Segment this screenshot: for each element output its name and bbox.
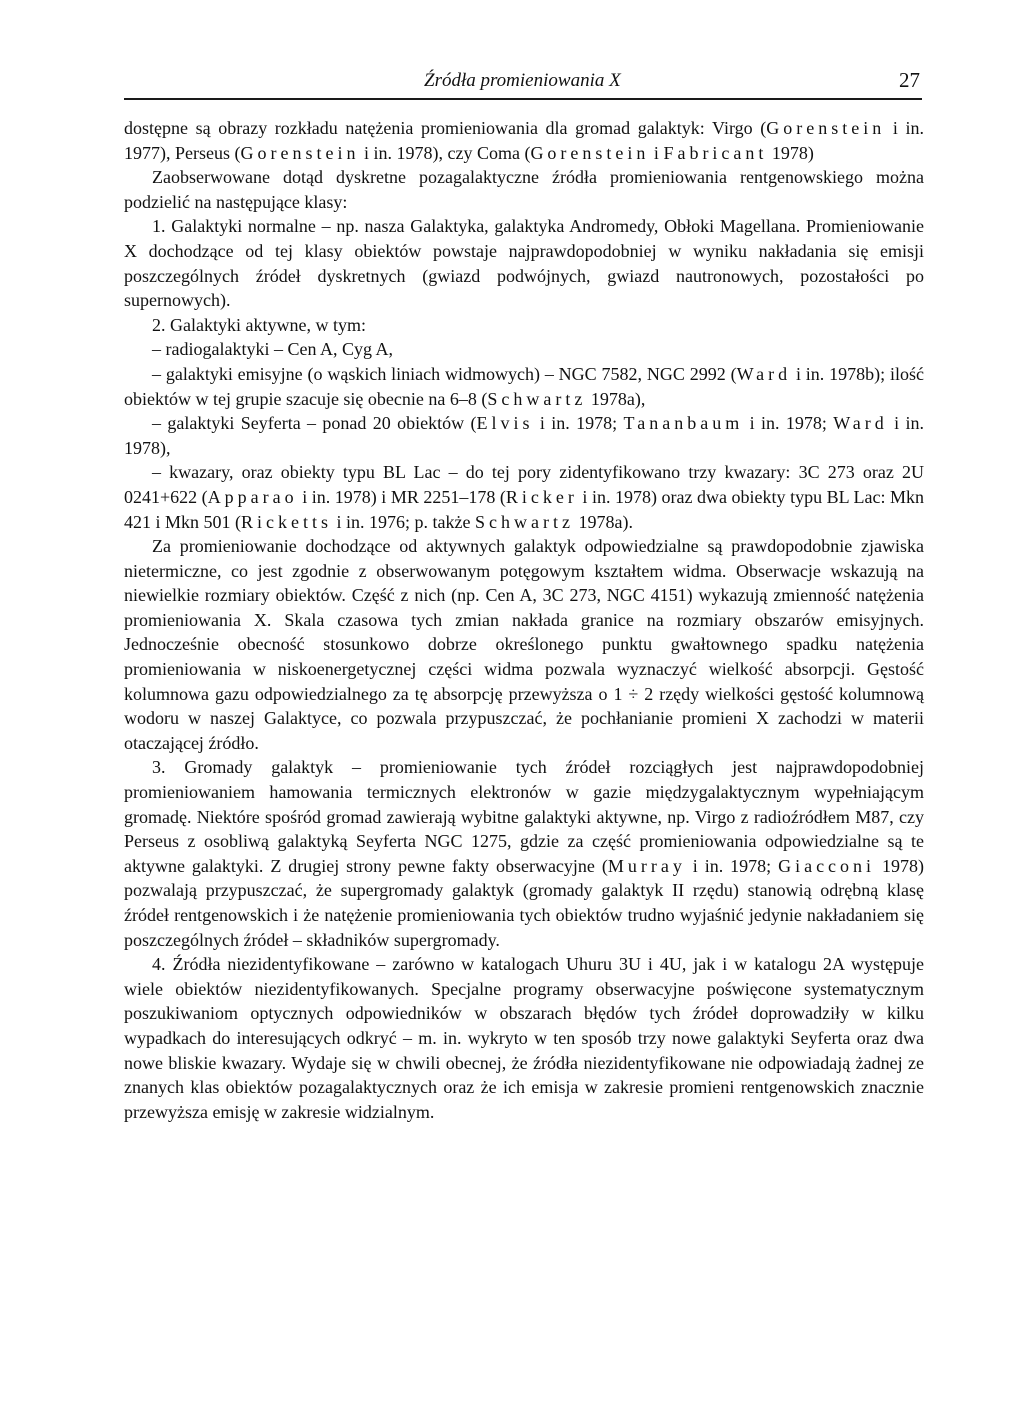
text-run: dostępne są obrazy rozkładu natężenia promieniowania dla gromad galaktyk: Virgo (: [124, 118, 767, 138]
author-name: Giacconi: [778, 855, 876, 876]
text-run: 1978) pozwalają przypuszczać, że supergromady galaktyk (gromady galaktyk II rzędu) stanowią odrębną klasę źródeł rentgenowskich i że natężenie promieniowania tych obiektów trudno wyjaśnić jedynie nakładaniem się poszczególnych źródeł – składników supergromady.: [124, 855, 924, 950]
text-run: i in. 1978;: [533, 413, 624, 434]
text-run: 1978a).: [573, 511, 633, 532]
author-name: Murray: [607, 855, 686, 876]
text-run: – galaktyki Seyferta – ponad 20 obiektów (: [152, 413, 477, 434]
text-run: 3. Gromady galaktyk – promieniowanie tych źródeł rozciągłych jest najprawdopodobniej promieniowaniem hamowania termicznych elektronów w gazie międzygalaktycznym wypełniającym gromadę. Niektóre spośród gromad zawierają wybitne galaktyki aktywne, np. Virgo z radioźródłem M87, czy Perseus z osobliwą galaktyką Seyferta NGC 1275, gdzie za część promieniowania odpowiedzialne są te aktywne galaktyki. Z drugiej strony pewne fakty obserwacyjne (: [124, 757, 924, 876]
text-run: Za promieniowanie dochodzące od aktywnych galaktyk odpowiedzialne są prawdopodobnie zjawiska nietermiczne, co jest zgodnie z obserwowanym potęgowym kształtem widma. Obserwacje wskazują na niewielkie rozmiary obiektów. Część z nich (np. Cen A, 3C 273, NGC 4151) wykazują zmienność natężenia promieniowania X. Skala czasowa tych zmian nakłada granice na rozmiary obszarów emisyjnych. Jednocześnie obecność stosunkowo dobrze określonego punktu gwałtownego spadku natężenia promieniowania w niskoenergetycznej części widma pozwala wyznaczyć wielkość absorpcji. Gęstość kolumnowa gazu odpowiedzialnego za tę absorpcję przewyższa o 1 ÷ 2 rzędy wielkości gęstość kolumnową wodoru w naszej Galaktyce, co pozwala przypuszczać, że pochłanianie promieni X zachodzi w materii otaczającej źródło.: [124, 536, 924, 753]
paragraph: [124, 165, 924, 214]
text-run: i in. 1977), Perseus (: [124, 118, 924, 163]
text-run: 4. Źródła niezidentyfikowane – zarówno w katalogach Uhuru 3U i 4U, jak i w katalogu 2A występuje wiele obiektów niezidentyfikowanych. Specjalne programy obserwacyjne poświęcone systematycznym poszukiwaniom optycznych odpowiedników w obszarach błędów tych źródeł doprowadziły w kilku wypadkach do interesujących odkryć – m. in. wykryto w ten sposób trzy nowe galaktyki Seyferta oraz dwa nowe bliskie kwazary. Wydaje się w chwili obecnej, że źródła niezidentyfikowane nie odpowiadają żadnej ze znanych klas obiektów pozagalaktycznych oraz że ich emisja w zakresie promieni rentgenowskich znacznie przewyższa emisję w zakresie widzialnym.: [124, 954, 924, 1122]
paragraph: [124, 313, 924, 338]
running-header: [124, 66, 922, 100]
text-run: i in. 1978;: [743, 413, 834, 434]
author-name: Tananbaum: [623, 413, 744, 434]
author-name: Ward: [833, 413, 888, 434]
text-run: 1. Galaktyki normalne – np. nasza Galaktyka, galaktyka Andromedy, Obłoki Magellana. Promieniowanie X dochodzące od tej klasy obiektów powstaje najprawdopodobniej w wyniku nakładania się emisji poszczególnych źródeł dyskretnych (gwiazd podwójnych, gwiazd nautronowych, pozostałości po supernowych).: [124, 216, 924, 311]
running-title: Źródła promieniowania X: [424, 70, 621, 91]
paragraph: [124, 460, 924, 534]
author-name: Gorenstein: [766, 118, 886, 138]
author-name: Apparao: [207, 486, 298, 507]
text-run: 1978a),: [586, 388, 646, 409]
text-run: 1978): [767, 142, 814, 163]
author-name: Elvis: [476, 413, 534, 434]
text-run: – galaktyki emisyjne (o wąskich liniach widmowych) – NGC 7582, NGC 2992 (: [152, 363, 737, 384]
paragraph: [124, 362, 924, 411]
paragraph: [124, 534, 924, 755]
page-number: 27: [899, 68, 920, 92]
text-run: i in. 1978), czy Coma (: [359, 142, 531, 163]
text-run: i in. 1976; p. także: [332, 511, 475, 532]
author-name: Schwartz: [487, 388, 587, 409]
text-run: Zaobserwowane dotąd dyskretne pozagalaktyczne źródła promieniowania rentgenowskiego można podzielić na następujące klasy:: [124, 167, 924, 212]
author-name: Fabricant: [663, 142, 768, 163]
text-run: i in. 1978;: [685, 855, 779, 876]
text-run: i in. 1978),: [124, 413, 924, 458]
paragraph: [124, 116, 924, 165]
body-text: [124, 116, 924, 1124]
text-run: – kwazary, oraz obiekty typu BL Lac – do tej pory zidentyfikowano trzy kwazary: 3C 273 oraz 2U 0241+622 (: [124, 462, 924, 507]
author-name: Gorenstein: [530, 142, 650, 163]
paragraph: [124, 755, 924, 952]
text-run: i in. 1978b); ilość obiektów w tej grupie szacuje się obecnie na 6–8 (: [124, 363, 924, 409]
paragraph: [124, 952, 924, 1124]
paragraph: [124, 337, 924, 362]
author-name: Ricker: [505, 486, 578, 507]
paragraph: [124, 214, 924, 312]
text-run: i in. 1978) oraz dwa obiekty typu BL Lac: Mkn 421 i Mkn 501 (: [124, 486, 924, 532]
paragraph: [124, 411, 924, 460]
text-run: 2. Galaktyki aktywne, w tym:: [152, 314, 366, 335]
text-run: i: [649, 142, 664, 163]
author-name: Ricketts: [241, 511, 332, 532]
author-name: Gorenstein: [240, 142, 360, 163]
author-name: Ward: [736, 363, 792, 384]
author-name: Schwartz: [474, 511, 574, 532]
text-run: – radiogalaktyki – Cen A, Cyg A,: [152, 339, 393, 360]
text-run: i in. 1978) i MR 2251–178 (: [297, 486, 506, 507]
